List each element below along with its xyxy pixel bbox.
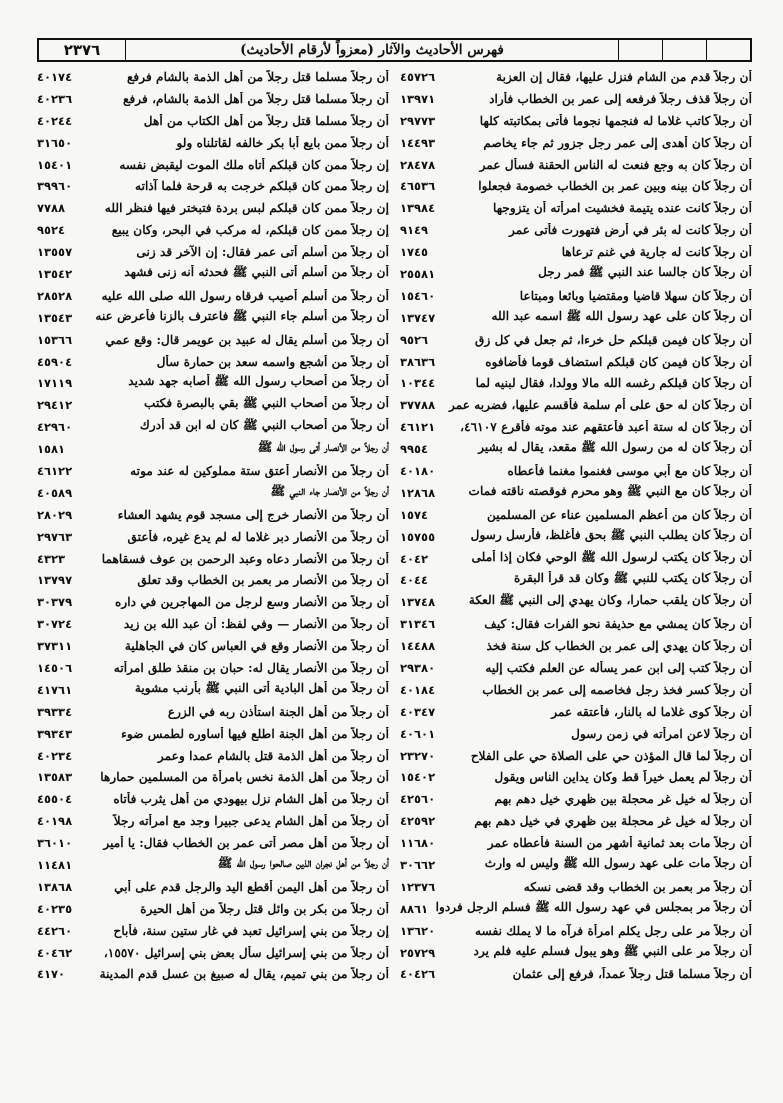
hadith-number: ٣١٦٥٠ (37, 135, 73, 150)
index-entry (400, 788, 752, 810)
hadith-number: ١٣٨٦٨ (37, 879, 73, 894)
index-entry (400, 701, 752, 723)
hadith-number: ١٢٣٧٦ (400, 879, 436, 894)
index-entry (37, 372, 389, 394)
hadith-number: ٤٠٤٤ (400, 573, 429, 588)
index-entry (37, 635, 389, 657)
entry-text: أن رجلاً كان يكتب لرسول الله ﷺ الوحي فكان إذا أملى (471, 549, 752, 564)
index-entry (400, 482, 752, 504)
hadith-number: ١٥٧٥٥ (400, 529, 436, 544)
hadith-number: ٤٢٥٦٠ (400, 792, 436, 807)
hadith-number: ٤٣٢٣ (37, 551, 66, 566)
entry-text: أن رجلاً مر بعمر بن الخطاب وقد قضى نسكه (523, 879, 752, 894)
hadith-number: ١٧١١٩ (37, 376, 73, 391)
entry-text: أن رجلاً من أسلم جاء النبي ﷺ فاعترف بالزنا فأعرض عنه (95, 308, 389, 323)
index-entry (37, 285, 389, 307)
entry-text: أن رجلاً من الأنصار جاء النبي ﷺ (270, 483, 389, 498)
hadith-number: ١٣٥٤٣ (37, 310, 73, 325)
index-entry (37, 810, 389, 832)
hadith-number: ٢٩٧٦٣ (37, 529, 73, 544)
entry-text: أن رجلاً من أهل الشام يدعى جبيرا وجد مع امرأته رجلاً (113, 814, 389, 829)
hadith-number: ١٣٥٥٧ (37, 245, 73, 260)
entry-text: أن رجلاً كان يمشي مع حذيفة نحو الفرات فقال: كيف (484, 617, 752, 632)
hadith-number: ٤٠٥٨٩ (37, 485, 73, 500)
entry-text: أن رجلاً لما قال المؤذن حي على الصلاة حي على الفلاح (470, 748, 752, 763)
entry-text: أن رجلاً من أصحاب النبي ﷺ بقي بالبصرة فكتب (144, 396, 389, 411)
entry-text: أن رجلاً من الأنصار وسع لرجل من المهاجرين في داره (115, 595, 389, 610)
index-entry (37, 307, 389, 329)
hadith-number: ٩٥٢٦ (400, 332, 429, 347)
hadith-number: ٢٥٧٢٩ (400, 945, 436, 960)
index-entry (400, 438, 752, 460)
entry-text: أن رجلاً كانت له جارية في غنم ترعاها (561, 245, 752, 260)
index-entry (37, 569, 389, 591)
index-entry (37, 88, 389, 110)
hadith-number: ٤٥٩٠٤ (37, 354, 73, 369)
hadith-number: ٤٠٣٤٧ (400, 704, 436, 719)
entry-text: أن رجلاً لم يعمل خيراً قط وكان يداين الناس ويقول (494, 770, 752, 785)
hadith-number: ٣٨٦٣٦ (400, 354, 436, 369)
index-entry (400, 416, 752, 438)
entry-text: أن رجلاً من أسلم أتى النبي ﷺ فحدثه أنه زنى فشهد (124, 264, 389, 279)
page-title: فهرس الأحاديث والآثار (معزواً لأرقام الأحاديث) (125, 40, 618, 60)
entry-text: أن رجلاً كوى غلاما له بالنار، فأعتقه عمر (551, 704, 752, 719)
hadith-number: ١١٤٨١ (37, 858, 73, 872)
entry-text: أن رجلاً له خيل غر محجلة بين ظهري خيل دهم بهم (494, 792, 752, 807)
index-entry (400, 66, 752, 88)
entry-text: أن رجلاً من أهل الشام نزل بيهودي من أهل يثرب فأتاه (113, 792, 389, 807)
entry-text: أن رجلاً ممن بايع أبا بكر خالفه لقاتلناه ولو (176, 135, 389, 150)
index-entry (400, 723, 752, 745)
entry-text: أن رجلاً من أصحاب رسول الله ﷺ أصابه جهد شديد (128, 374, 389, 389)
hadith-number: ٢٩٤١٢ (37, 398, 73, 413)
hadith-number: ٢٩٧٧٣ (400, 113, 436, 128)
hadith-number: ٧٧٨٨ (37, 201, 66, 216)
index-entry (37, 219, 389, 241)
entry-text: أن رجلاً كان قبلكم رغسه الله مالا وولدا، فقال لبنيه لما (475, 376, 752, 391)
index-entry (37, 175, 389, 197)
index-entry (400, 679, 752, 701)
index-entry (400, 154, 752, 176)
entry-text: أن رجلاً من الأنصار خرج إلى مسجد قوم يشهد العشاء (117, 507, 389, 522)
hadith-number: ٣١٣٤٦ (400, 617, 436, 632)
index-entry (400, 351, 752, 373)
entry-text: أن رجلاً كان له ستة أعبد فأعتقهم عند موته فأقرع ٤٦١٠٧، (460, 420, 752, 435)
entry-text: إن رجلاً من بني إسرائيل تعبد في غار ستين سنة، فأباح (113, 923, 389, 938)
hadith-number: ٩١٤٩ (400, 223, 429, 238)
index-entry (400, 635, 752, 657)
index-entry (400, 876, 752, 898)
entry-text: أن رجلاً من الأنصار دبر غلاما له لم يدع غيره، فأعتق (127, 529, 389, 544)
hadith-number: ١٥٧٤ (400, 507, 429, 522)
entry-text: أن رجلاً كان فيمن كان قبلكم استضاف قوما فأضافوه (485, 354, 752, 369)
hadith-number: ١٤٥٠٦ (37, 660, 73, 675)
index-entry (37, 679, 389, 701)
hadith-number: ٤٢٩٦٠ (37, 420, 73, 435)
entry-text: أن رجلاً كان على عهد رسول الله ﷺ اسمه عبد الله (491, 308, 752, 323)
entry-text: أن رجلاً مسلما قتل رجلاً من أهل الذمة بالشام فرفع (126, 69, 389, 84)
header-empty-cell (662, 40, 706, 60)
index-entry (400, 548, 752, 570)
index-entry (37, 657, 389, 679)
entry-text: إن رجلاً ممن كان قبلكم أتاه ملك الموت ليقبض نفسه (119, 157, 389, 172)
hadith-number: ٣٩٣٣٤ (37, 704, 73, 719)
hadith-number: ١٣٦٢٠ (400, 923, 436, 938)
index-entry (37, 701, 389, 723)
index-entry (400, 569, 752, 591)
left-column (37, 66, 389, 1096)
entry-text: أن رجلاً كان يطلب النبي ﷺ بحق فأغلظ، فأرسل رسول (470, 527, 752, 542)
hadith-number: ١٥٨١ (37, 442, 66, 457)
entry-text: أن رجلاً قدم من الشام فنزل عليها، فقال إن العزبة (496, 69, 752, 84)
hadith-number: ٤٠١٨٠ (400, 463, 436, 478)
index-entry (37, 263, 389, 285)
hadith-number: ٨٨٦١ (400, 901, 429, 916)
hadith-number: ٤٠٢٣٦ (37, 91, 73, 106)
hadith-number: ٣٧٣١١ (37, 639, 73, 654)
hadith-number: ٤٦١٢١ (400, 420, 436, 435)
hadith-number: ١٣٥٤٢ (37, 266, 73, 281)
hadith-number: ٤٠٤٦٢ (37, 945, 73, 960)
index-entry (37, 460, 389, 482)
index-entry (400, 460, 752, 482)
entry-text: أن رجلاً من أشجع واسمه سعد بن حمارة سأل (156, 354, 389, 369)
index-entry (37, 197, 389, 219)
index-entry (400, 832, 752, 854)
hadith-number: ١٢٨٦٨ (400, 485, 436, 500)
entry-text: أن رجلاً له خيل غر محجلة بين ظهري في خيل دهم بهم (474, 814, 752, 829)
index-entry (400, 854, 752, 876)
hadith-number: ٤٠٢٣٤ (37, 748, 73, 763)
entry-text: أن رجلاً كان يهدي إلى عمر بن الخطاب كل سنة فخذ (486, 639, 752, 654)
entry-text: إن رجلاً ممن كان قبلكم لبس بردة فتبختر فيها فنظر الله (104, 201, 389, 216)
index-entry (400, 898, 752, 920)
entry-text: أن رجلاً من أصحاب النبي ﷺ كان له ابن قد أدرك (139, 418, 389, 433)
hadith-number: ١٣٩٧١ (400, 91, 436, 106)
hadith-number: ١١٦٨٠ (400, 836, 436, 851)
index-entry (400, 175, 752, 197)
entry-text: أن رجلاً من أسلم يقال له عبيد بن عويمر قال: وقع عمي (105, 332, 389, 347)
entry-text: أن رجلاً من الأنصار أعتق ستة مملوكين له عند موته (130, 463, 389, 478)
hadith-number: ١٣٩٨٤ (400, 201, 436, 216)
entry-text: أن رجلاً من بني إسرائيل سأل بعض بني إسرائيل ١٥٥٧٠، (103, 945, 389, 960)
entry-text: أن رجلاً كان فيمن قبلكم حل خرءا، ثم جعل في كل زق (475, 332, 752, 347)
entry-text: إن رجلاً ممن كان قبلكم، له مركب في البحر، وكان يبيع (111, 223, 389, 238)
hadith-number: ٣٩٩٦٠ (37, 179, 73, 194)
hadith-number: ٤٠٤٢ (400, 551, 429, 566)
hadith-number: ٤١٧٦١ (37, 682, 73, 697)
entry-text: أن رجلاً مسلما قتل رجلاً من أهل الذمة بالشام، فرفع (123, 91, 389, 106)
index-entry (400, 132, 752, 154)
header-empty-cell (618, 40, 662, 60)
hadith-number: ١٥٤٦٠ (400, 288, 436, 303)
entry-text: أن رجلاً كاتب غلاما له فنجمها نجوما فأتى بمكاتبته كلها (479, 113, 752, 128)
index-entry (37, 132, 389, 154)
index-entry (37, 920, 389, 942)
entry-text: أن رجلاً قذف رجلاً فرفعه إلى عمر بن الخطاب فأراد (489, 91, 752, 106)
hadith-number: ١٠٣٤٤ (400, 376, 436, 391)
index-entry (400, 110, 752, 132)
index-entry (37, 548, 389, 570)
entry-text: أن رجلاً كان من أعظم المسلمين عناء عن المسلمين (486, 507, 752, 522)
entry-text: أن رجلاً كان بينه وبين عمر بن الخطاب خصومة فجعلوا (478, 179, 752, 194)
hadith-number: ٤٥٥٠٤ (37, 792, 73, 807)
entry-text: أن رجلاً من الأنصار أتى رسول الله ﷺ (257, 440, 389, 455)
index-entry (37, 526, 389, 548)
hadith-number: ٤٦٥٣٦ (400, 179, 436, 194)
entry-text: أن رجلاً من الأنصار مر بعمر بن الخطاب وقد تعلق (137, 573, 389, 588)
index-entry (37, 723, 389, 745)
hadith-number: ٤٠٢٤٤ (37, 113, 73, 128)
index-entry (400, 285, 752, 307)
index-entry (400, 504, 752, 526)
entry-text: أن رجلاً كان أهدى إلى عمر رجل جزور ثم جاء يخاصم (483, 135, 752, 150)
entry-text: أن رجلاً كان به وجع فنعت له الناس الحقنة فسأل عمر (479, 157, 752, 172)
hadith-number: ٤٥٧٢٦ (400, 69, 436, 84)
hadith-number: ٤٠١٧٤ (37, 69, 73, 84)
index-entry (37, 591, 389, 613)
index-entry (37, 767, 389, 789)
hadith-number: ١٣٧٤٨ (400, 595, 436, 610)
index-entry (400, 810, 752, 832)
entry-text: أن رجلاً كان له حق على أم سلمة فأقسم عليها، فضربه عمر (448, 398, 752, 413)
hadith-number: ٢٣٢٧٠ (400, 748, 436, 763)
index-entry (400, 197, 752, 219)
right-column (400, 66, 752, 1096)
index-entry (37, 854, 389, 876)
index-entry (400, 591, 752, 613)
entry-text: أن رجلاً من أهل مصر أتى عمر بن الخطاب فقال: يا أمير (103, 836, 389, 851)
hadith-number: ٢٥٥٨١ (400, 266, 436, 281)
page-header (37, 38, 752, 62)
index-entry (400, 613, 752, 635)
index-entry (400, 964, 752, 986)
index-entry (37, 788, 389, 810)
index-entry (400, 372, 752, 394)
hadith-number: ٢٨٤٧٨ (400, 157, 436, 172)
index-entry (37, 613, 389, 635)
hadith-number: ١٥٤٠١ (37, 157, 73, 172)
entry-text: أن رجلاً من أهل اليمن أقطع اليد والرجل قدم على أبي (114, 879, 389, 894)
index-entry (37, 329, 389, 351)
index-entry (400, 307, 752, 329)
page-number: ٢٣٧٦ (63, 41, 101, 59)
index-entry (400, 942, 752, 964)
entry-text: أن رجلاً مات على عهد رسول الله ﷺ وليس له وارث (484, 856, 752, 870)
index-entry (400, 241, 752, 263)
entry-text: أن رجلاً مات بعد ثمانية أشهر من السنة فأعطاه عمر (487, 836, 752, 851)
index-entry (37, 745, 389, 767)
entry-text: أن رجلاً لاعن امرأته في زمن رسول (571, 726, 752, 741)
entry-text: أن رجلاً كانت عنده يتيمة فخشيت امرأته أن يتزوجها (493, 201, 752, 216)
index-entry (37, 942, 389, 964)
hadith-number: ١٣٧٩٧ (37, 573, 73, 588)
hadith-number: ٤٠٢٣٥ (37, 901, 73, 916)
hadith-number: ٤٠١٨٤ (400, 682, 436, 697)
index-entry (400, 263, 752, 285)
index-entry (37, 351, 389, 373)
hadith-number: ١٥٤٠٢ (400, 770, 436, 785)
index-entry (37, 482, 389, 504)
hadith-number: ٩٩٥٤ (400, 442, 429, 457)
hadith-number: ١٧٤٥ (400, 245, 429, 260)
entry-text: أن رجلاً من الأنصار يقال له: حبان بن منقذ طلق امرأته (113, 660, 389, 675)
entry-text: أن رجلاً من أهل الجنة استأذن ربه في الزرع (167, 704, 389, 719)
hadith-number: ٤٢٥٩٢ (400, 814, 436, 829)
entry-text: أن رجلاً من بكر بن وائل قتل رجلاً من أهل الحيرة (140, 901, 389, 916)
entry-text: أن رجلاً كان له من رسول الله ﷺ مقعد، يقال له بشير (478, 440, 752, 455)
index-entry (400, 329, 752, 351)
entry-text: أن رجلاً مر على رجل يكلم امرأة فرآه ما لا يملك نفسه (475, 923, 752, 938)
index-entry (37, 876, 389, 898)
hadith-number: ٣٧٧٨٨ (400, 398, 436, 413)
header-empty-cell (706, 40, 750, 60)
hadith-number: ٣٠٣٧٩ (37, 595, 73, 610)
entry-text: أن رجلاً من أهل الذمة نخس بامرأة من المسلمين حمارها (100, 770, 389, 785)
index-entry (400, 920, 752, 942)
index-entry (400, 745, 752, 767)
hadith-number: ١٣٥٨٣ (37, 770, 73, 785)
entry-text: أن رجلاً من أهل البادية أتى النبي ﷺ بأرنب مشوية (134, 680, 389, 695)
hadith-number: ٢٩٣٨٠ (400, 660, 436, 675)
index-entry (400, 219, 752, 241)
entry-text: أن رجلاً كان جالسا عند النبي ﷺ فمر رجل (538, 264, 752, 279)
index-entry (400, 767, 752, 789)
hadith-number: ٢٨٥٢٨ (37, 288, 73, 303)
index-entry (37, 66, 389, 88)
hadith-number: ٣٦٠١٠ (37, 836, 73, 851)
entry-text: أن رجلاً كان مع النبي ﷺ وهو محرم فوقصته ناقته فمات (468, 483, 752, 498)
hadith-number: ٣٩٣٤٣ (37, 726, 73, 741)
entry-text: أن رجلاً من أهل الجنة اطلع فيها أساوره لطمس ضوء (121, 726, 389, 741)
entry-text: أن رجلاً كان سهلا قاضيا ومقتضيا وبائعا ومبتاعا (519, 288, 752, 303)
hadith-number: ١٤٤٩٣ (400, 135, 436, 150)
entry-text: أن رجلاً كان يكتب للنبي ﷺ وكان قد قرأ البقرة (514, 571, 752, 586)
entry-text: أن رجلاً من أسلم أصيب فرقاه رسول الله صلى الله عليه (101, 288, 389, 303)
entry-text: أن رجلاً من أسلم أتى عمر فقال: إن الآخر قد زنى (136, 245, 389, 260)
hadith-number: ٤٤٢٦٠ (37, 923, 73, 938)
hadith-number: ١٣٧٤٧ (400, 310, 436, 325)
entry-text: أن رجلاً كتب إلى ابن عمر يسأله عن العلم فكتب إليه (485, 660, 752, 675)
entry-text: أن رجلاً كان مع أبي موسى فغنموا مغنما فأعطاه (507, 463, 752, 478)
index-entry (37, 241, 389, 263)
entry-text: أن رجلاً من الأنصار — وفي لفظ: أن عبد الله بن زيد (123, 617, 389, 632)
entry-text: إن رجلاً ممن كان قبلكم خرجت به قرحة فلما آذاته (135, 179, 389, 194)
index-entry (37, 416, 389, 438)
index-entry (400, 657, 752, 679)
hadith-number: ٣٠٧٢٤ (37, 617, 73, 632)
index-entry (37, 504, 389, 526)
hadith-number: ٣٠٦٦٢ (400, 858, 436, 872)
index-entry (400, 526, 752, 548)
index-entry (37, 964, 389, 986)
index-entry (400, 394, 752, 416)
index-entry (37, 394, 389, 416)
index-entry (37, 898, 389, 920)
entry-text: أن رجلاً من الأنصار دعاه وعبد الرحمن بن عوف فسقاهما (101, 551, 389, 566)
index-columns (37, 66, 752, 1096)
index-entry (37, 110, 389, 132)
entry-text: أن رجلاً مر بمجلس في عهد رسول الله ﷺ فسلم الرجل فردوا (435, 899, 752, 914)
hadith-number: ٤٦١٢٢ (37, 463, 73, 478)
index-entry (37, 438, 389, 460)
index-entry (37, 832, 389, 854)
entry-text: أن رجلاً من أهل الذمة قتل بالشام عمدا وعمر (157, 748, 389, 763)
entry-text: أن رجلاً مسلما قتل رجلاً من أهل الكتاب من أهل (143, 113, 389, 128)
entry-text: أن رجلاً كسر فخذ رجل فخاصمه إلى عمر بن الخطاب (482, 682, 752, 697)
hadith-number: ١٤٤٨٨ (400, 639, 436, 654)
hadith-number: ٤١٧٠ (37, 967, 66, 982)
entry-text: أن رجلاً من بني تميم، يقال له صبيغ بن عسل قدم المدينة (99, 967, 389, 982)
hadith-number: ٢٨٠٢٩ (37, 507, 73, 522)
hadith-number: ١٥٣٦٦ (37, 332, 73, 347)
hadith-number: ٤٠٤٢٦ (400, 967, 436, 982)
index-entry (400, 88, 752, 110)
entry-text: أن رجلاً كانت له بئر في أرض فتهورت فأتى عمر (508, 223, 752, 238)
entry-text: أن رجلاً كان يلقب حمارا، وكان يهدي إلى النبي ﷺ العكة (468, 593, 752, 608)
hadith-number: ٩٥٢٤ (37, 223, 66, 238)
entry-text: أن رجلاً مسلما قتل رجلاً عمداً، فرفع إلى عثمان (512, 967, 752, 982)
entry-text: أن رجلاً من الأنصار وقع في العباس كان في الجاهلية (124, 639, 389, 654)
hadith-number: ٤٠١٩٨ (37, 814, 73, 829)
index-entry (37, 154, 389, 176)
entry-text: أن رجلاً مر على النبي ﷺ وهو يبول فسلم عليه فلم يرد (473, 943, 752, 958)
hadith-number: ٤٠٦٠١ (400, 726, 436, 741)
entry-text: أن رجلاً من أهل نجران الذين صالحوا رسول الله ﷺ (217, 856, 389, 870)
